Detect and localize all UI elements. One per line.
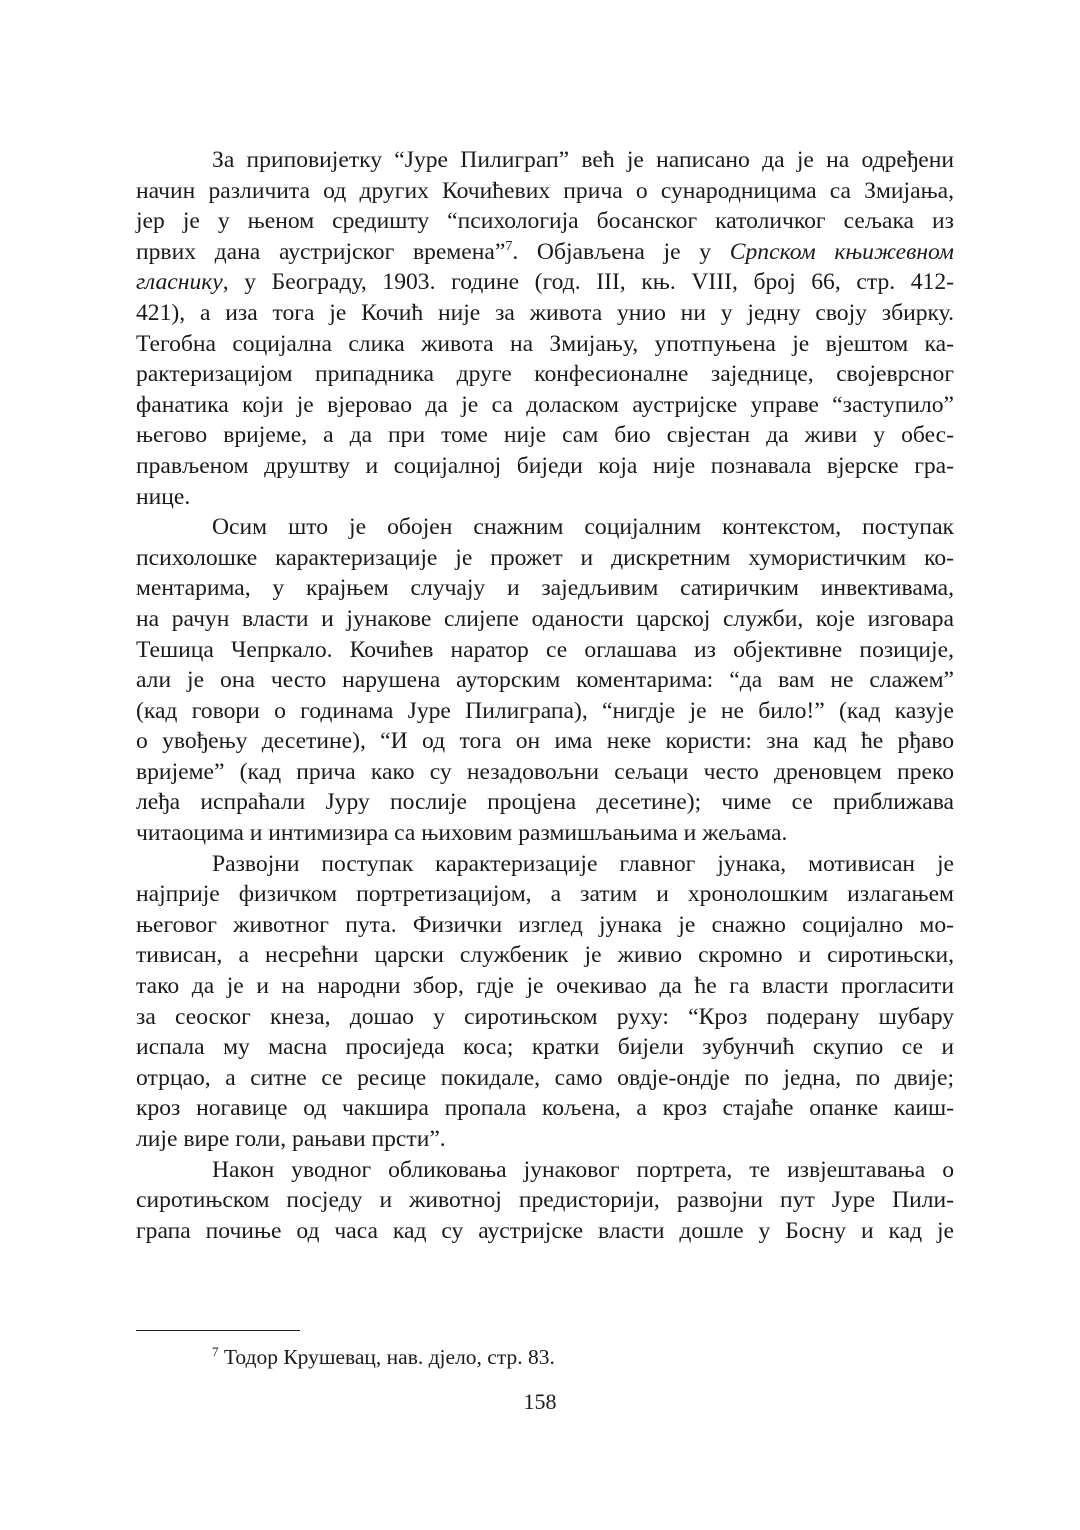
paragraph-4 (136, 1155, 954, 1247)
text-line: Развојни поступак карактеризације главног јунака, мотивисан је (212, 850, 954, 877)
footnote-number: 7 (212, 1344, 219, 1359)
paragraph-1 (136, 145, 954, 512)
text-line: о увођењу десетине), “И од тога он има неке користи: зна кад ће рђаво (136, 728, 954, 755)
text-line: тако да је и на народни збор, гдје је очекивао да ће га власти прогласити (136, 973, 954, 1000)
text-line: фанатика који је вјеровао да је са доласком аустријске управе “заступило” (136, 391, 954, 418)
text-line: кроз ногавице од чакшира пропала кољена, а кроз стајаће опанке каиш- (136, 1095, 954, 1122)
text-line: Тешица Чепркало. Кочићев наратор се оглашава из објективне позиције, (136, 636, 954, 663)
page-number: 158 (523, 1389, 557, 1414)
text-fragment: првих дана аустријског времена” (136, 238, 506, 265)
text-line: али је она често нарушена ауторским коментарима: “да вам не слажем” (136, 667, 954, 694)
text-fragment: , у Београду, 1903. године (год. III, књ. VIII, број 66, стр. 412- (222, 269, 954, 296)
text-line: за сеоског кнеза, дошао у сиротињском руху: “Кроз подерану шубару (136, 1003, 954, 1030)
page-body (136, 145, 954, 1246)
text-line: начин различита од других Кочићевих прича о сународницима са Змијања, (136, 177, 954, 204)
text-line: За приповијетку “Јуре Пилиграп” већ је написано да је на одређени (212, 147, 954, 173)
text-line: прављеном друштву и социјалној биједи која није познавала вјерске гра- (136, 452, 954, 479)
text-line: леђа испраћали Јуру послије процјена десетине); чиме се приближава (136, 789, 954, 816)
text-line: најприје физичком портретизацијом, а затим и хронолошким излагањем (136, 881, 954, 908)
text-line: његовог животног пута. Физички изглед јунака је снажно социјално мо- (136, 911, 954, 938)
paragraph-3 (136, 849, 954, 1155)
text-line: отрцао, а ситне се ресице покидале, само овдје-ондје по једна, по двије; (136, 1064, 954, 1091)
text-line: грапа почиње од часа кад су аустријске власти дошле у Босну и кад је (136, 1217, 954, 1244)
text-line: јер је у њеном средишту “психологија босанског католичког сељака из (136, 208, 954, 235)
journal-title-italic: гласнику (136, 269, 223, 296)
text-fragment: . Објављена је у (512, 238, 730, 265)
text-line: 421), а иза тога је Кочић није за живота унио ни у једну своју збирку. (136, 299, 954, 326)
text-line: на рачун власти и јунакове слијепе оданости царској служби, које изговара (136, 605, 954, 632)
text-line: тивисан, а несрећни царски службеник је живио скромно и сиротињски, (136, 942, 954, 969)
footnote-reference: 7 (505, 238, 513, 254)
text-line: читаоцима и интимизира са њиховим размишљањима и жељама. (136, 820, 788, 847)
text-line: Тегобна социјална слика живота на Змијању, употпуњена је вјештом ка- (136, 330, 954, 357)
footnote-text: Тодор Крушевац, нав. дјело, стр. 83. (218, 1345, 555, 1369)
text-line: Осим што је обојен снажним социјалним контекстом, поступак (212, 514, 954, 541)
text-line (136, 267, 954, 298)
text-line: нице. (136, 483, 191, 510)
text-line: ментарима, у крајњем случају и заједљивим сатиричким инвективама, (136, 575, 954, 602)
text-line: лије вире голи, рањави прсти”. (136, 1126, 446, 1152)
text-line: психолошке карактеризације је прожет и дискретним хумористичким ко- (136, 544, 954, 571)
text-line: сиротињском посједу и животној предисторији, развојни пут Јуре Пили- (136, 1187, 954, 1214)
text-line: Након уводног обликовања јунаковог портрета, те извјештавања о (212, 1156, 954, 1183)
footnote (212, 1343, 555, 1371)
text-line: његово вријеме, а да при томе није сам био свјестан да живи у обес- (136, 422, 954, 449)
footnote-divider (136, 1330, 300, 1331)
text-line: испала му масна просиједа коса; кратки бијели зубунчић скупио се и (136, 1034, 954, 1061)
paragraph-2 (136, 512, 954, 849)
journal-title-italic: Српском књижевном (729, 238, 954, 265)
text-line (136, 237, 954, 268)
text-line: вријеме” (кад прича како су незадовољни сељаци често дреновцем преко (136, 758, 954, 785)
text-line: (кад говори о годинама Јуре Пилиграпа), “нигдје је не било!” (кад казује (136, 697, 954, 724)
text-line: рактеризацијом припадника друге конфесионалне заједнице, својеврсног (136, 361, 954, 388)
